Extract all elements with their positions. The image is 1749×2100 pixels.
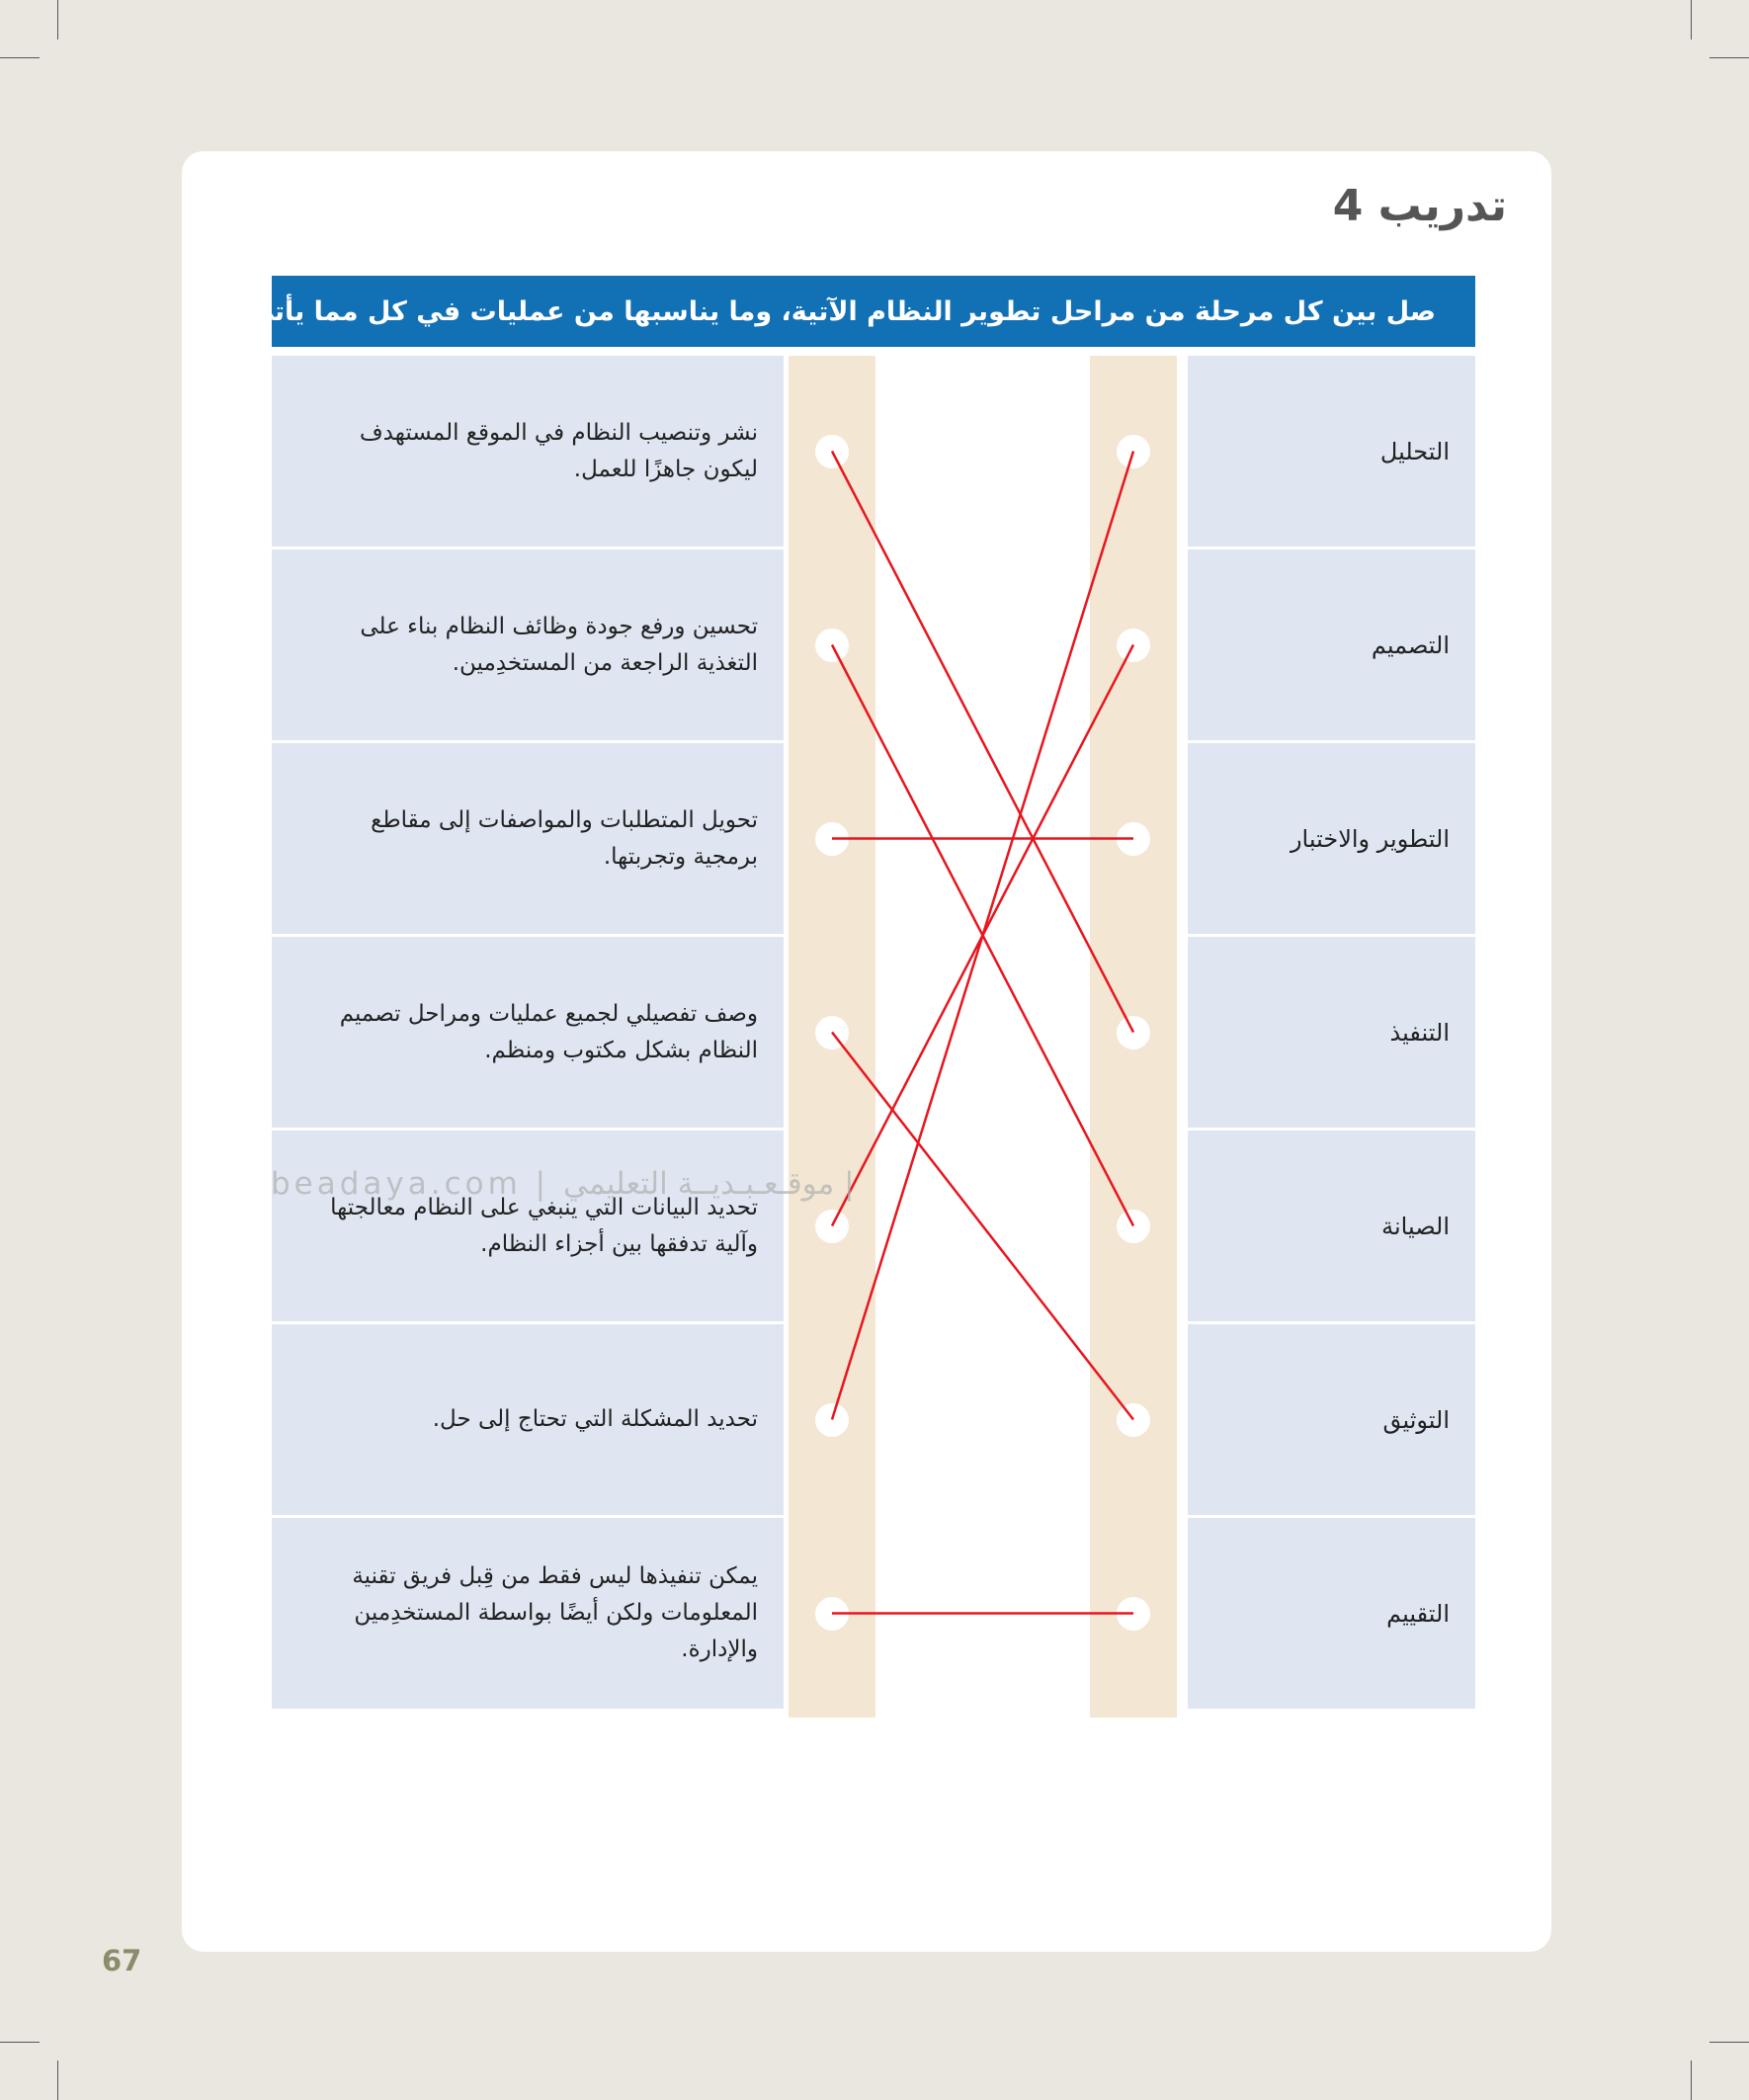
description-cell: تحديد المشكلة التي تحتاج إلى حل.: [272, 1324, 784, 1515]
stage-cell: التحليل: [1188, 356, 1475, 546]
description-cell: يمكن تنفيذها ليس فقط من قِبل فريق تقنية المعلومات ولكن أيضًا بواسطة المستخدِمين والإدارة.: [272, 1518, 784, 1709]
stage-cell: التقييم: [1188, 1518, 1475, 1709]
stage-cell: التنفيذ: [1188, 937, 1475, 1128]
crop-mark: [1691, 2060, 1692, 2100]
description-cell: تحديد البيانات التي ينبغي على النظام معالجتها وآلية تدفقها بين أجزاء النظام.: [272, 1131, 784, 1321]
stage-cell: التوثيق: [1188, 1324, 1475, 1515]
crop-mark: [57, 2060, 58, 2100]
page-number: 67: [102, 1944, 142, 1977]
exercise-card: [182, 151, 1551, 1952]
description-cell: تحويل المتطلبات والمواصفات إلى مقاطع برمجية وتجربتها.: [272, 743, 784, 934]
description-cell: وصف تفصيلي لجميع عمليات ومراحل تصميم النظام بشكل مكتوب ومنظم.: [272, 937, 784, 1128]
crop-mark: [1709, 2042, 1749, 2043]
crop-mark: [0, 57, 40, 58]
crop-mark: [0, 2042, 40, 2043]
connection-line: [832, 452, 1133, 1033]
crop-mark: [1691, 0, 1692, 40]
stage-cell: الصيانة: [1188, 1131, 1475, 1321]
description-cell: نشر وتنصيب النظام في الموقع المستهدف ليكون جاهزًا للعمل.: [272, 356, 784, 546]
connection-lines: [182, 151, 1551, 1952]
stage-cell: التطوير والاختبار: [1188, 743, 1475, 934]
crop-mark: [57, 0, 58, 40]
description-cell: تحسين ورفع جودة وظائف النظام بناء على التغذية الراجعة من المستخدِمين.: [272, 549, 784, 740]
connection-line: [832, 1033, 1133, 1420]
crop-mark: [1709, 57, 1749, 58]
watermark: beadaya.com | موقـعـبـديــة التعليمي |: [271, 1166, 855, 1202]
instruction-header: صل بين كل مرحلة من مراحل تطوير النظام الآتية، وما يناسبها من عمليات في كل مما يأتي:: [272, 276, 1475, 347]
stage-cell: التصميم: [1188, 549, 1475, 740]
exercise-title: تدريب 4: [1332, 181, 1507, 231]
